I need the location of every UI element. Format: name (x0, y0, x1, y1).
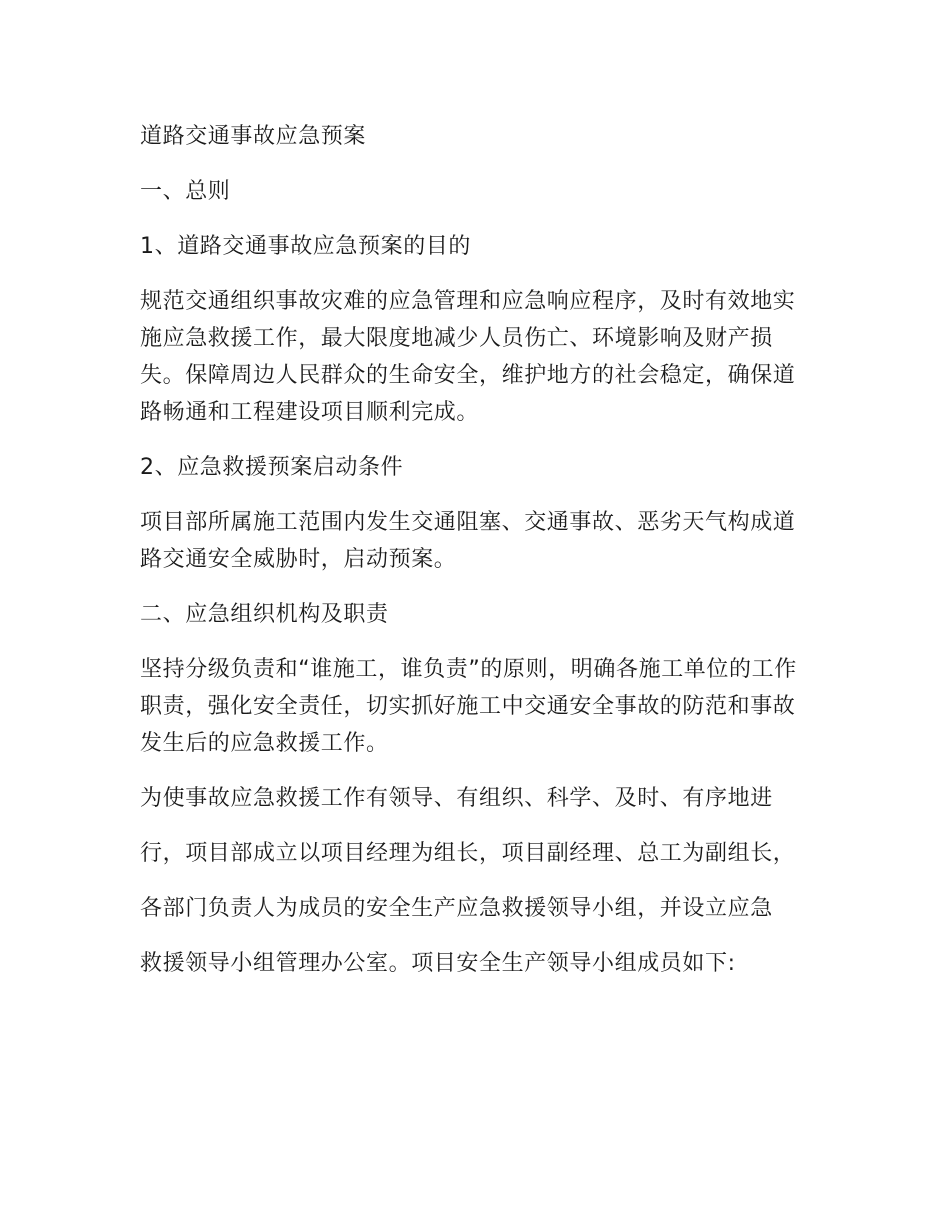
paragraph-leadership-2: 行，项目部成立以项目经理为组长，项目副经理、总工为副组长， (140, 841, 796, 866)
paragraph-leadership-4: 救援领导小组管理办公室。项目安全生产领导小组成员如下: (140, 951, 736, 976)
section-heading-organization: 二、应急组织机构及职责 (140, 602, 389, 627)
paragraph-conditions: 项目部所属施工范围内发生交通阻塞、交通事故、恶劣天气构成道路交通安全威胁时，启动预案。 (140, 510, 796, 572)
paragraph-responsibility: 坚持分级负责和“谁施工，谁负责”的原则，明确各施工单位的工作职责，强化安全责任，切实抓好施工中交通安全事故的防范和事故发生后的应急救援工作。 (140, 657, 797, 756)
document-title: 道路交通事故应急预案 (140, 124, 367, 149)
paragraph-leadership-1: 为使事故应急救援工作有领导、有组织、科学、及时、有序地进 (140, 786, 773, 811)
paragraph-leadership-3: 各部门负责人为成员的安全生产应急救援领导小组，并设立应急 (140, 896, 773, 921)
subsection-heading-conditions: 2、应急救援预案启动条件 (140, 455, 404, 480)
subsection-heading-purpose: 1、道路交通事故应急预案的目的 (140, 234, 471, 259)
paragraph-purpose: 规范交通组织事故灾难的应急管理和应急响应程序，及时有效地实施应急救援工作，最大限度地减少人员伤亡、环境影响及财产损失。保障周边人民群众的生命安全，维护地方的社会稳定，确保道路畅通和工程建设项目顺利完成。 (140, 289, 796, 425)
document-page (140, 118, 805, 982)
section-heading-general: 一、总则 (140, 179, 231, 204)
